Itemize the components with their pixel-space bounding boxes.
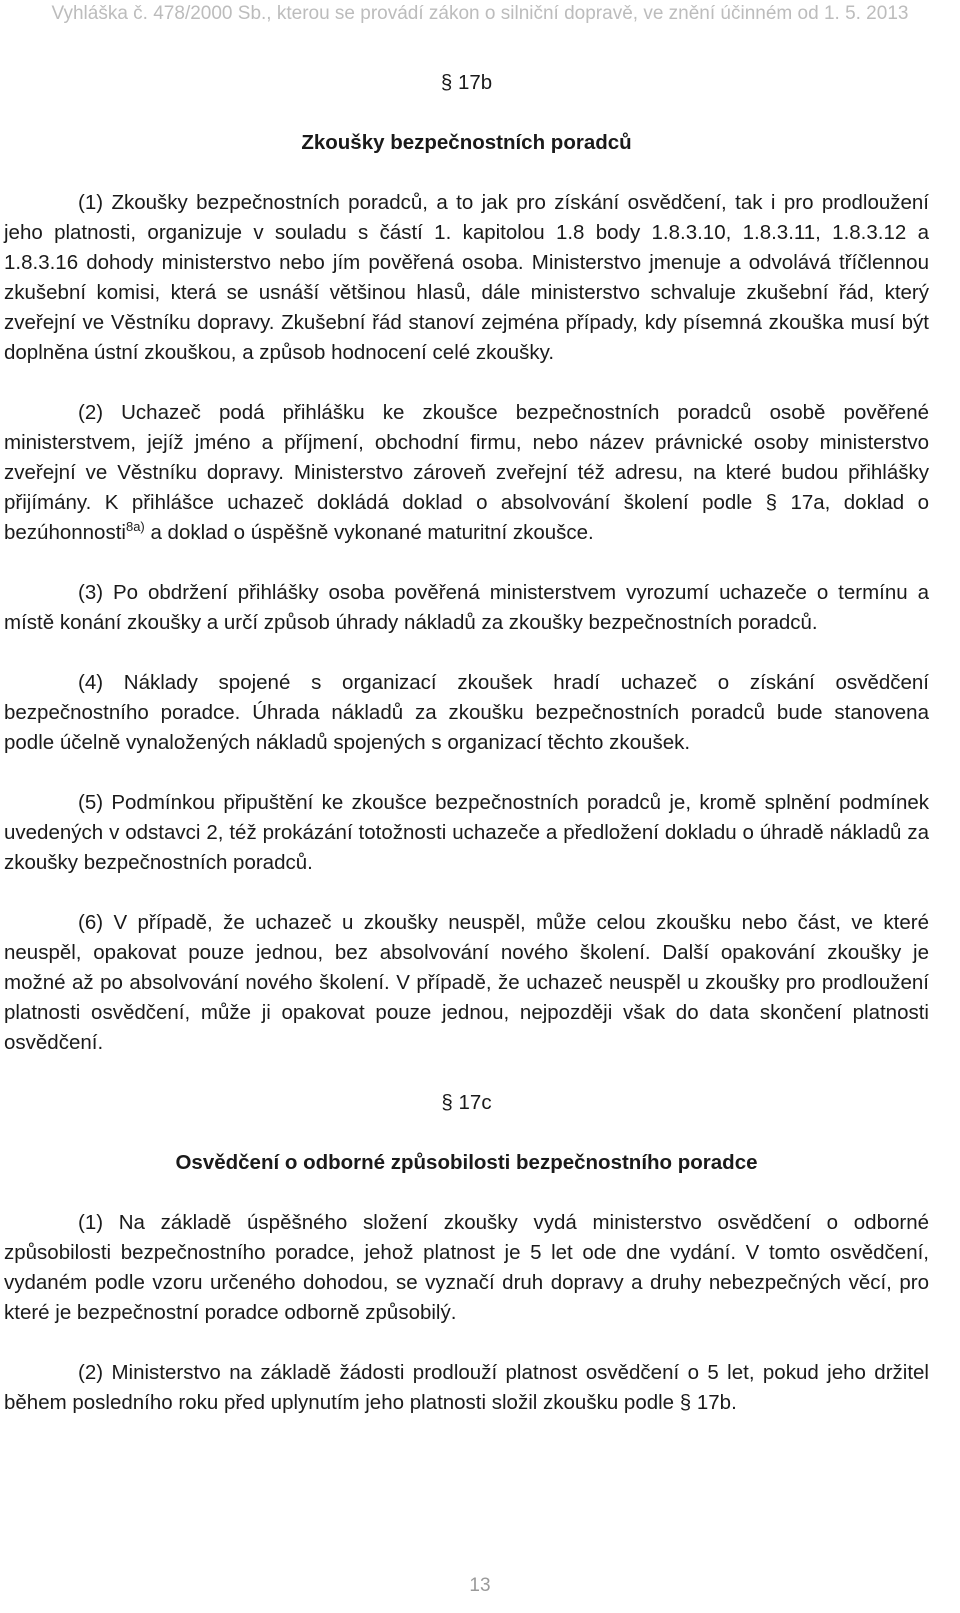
paragraph-2-text: (2) Uchazeč podá přihlášku ke zkoušce bezpečnostních poradců osobě pověřené ministerstvem, jejíž jméno a příjmení, obchodní firmu, nebo název právnické osoby ministerstvo zveřejní ve Věstníku dopravy. Ministerstvo zároveň zveřejní též adresu, na které budou přihlášky přijímány. K přihlášce uchazeč dokládá doklad o absolvování školení podle § 17a, doklad o bezúhonnosti xyxy=(4,401,929,544)
section-17b-title: Zkoušky bezpečnostních poradců xyxy=(301,131,632,154)
section-17c-sign: § 17c xyxy=(441,1091,492,1114)
document-body xyxy=(4,68,929,1418)
section-17b-paragraph-1: (1) Zkoušky bezpečnostních poradců, a to jak pro získání osvědčení, tak i pro prodloužení jeho platnosti, organizuje v souladu s částí 1. kapitolou 1.8 body 1.8.3.10, 1.8.3.11, 1.8.3.12 a 1.8.3.16 dohody ministerstvo nebo jím pověřená osoba. Ministerstvo jmenuje a odvolává tříčlennou zkušební komisi, která se usnáší většinou hlasů, dále ministerstvo schvaluje zkušební řád, který zveřejní ve Věstníku dopravy. Zkušební řád stanoví zejména případy, kdy písemná zkouška musí být doplněna ústní zkouškou, a způsob hodnocení celé zkoušky. xyxy=(4,191,929,364)
section-17c-title: Osvědčení o odborné způsobilosti bezpečnostního poradce xyxy=(175,1151,758,1174)
section-17b-paragraph-4: (4) Náklady spojené s organizací zkoušek hradí uchazeč o získání osvědčení bezpečnostního poradce. Úhrada nákladů za zkoušku bezpečnostních poradců bude stanovena podle účelně vynaložených nákladů spojených s organizací těchto zkoušek. xyxy=(4,671,929,754)
running-header: Vyhláška č. 478/2000 Sb., kterou se provádí zákon o silniční dopravě, ve znění účinném od 1. 5. 2013 xyxy=(51,3,909,24)
paragraph-2-text-end: a doklad o úspěšně vykonané maturitní zkoušce. xyxy=(144,521,594,544)
footnote-reference[interactable]: 8a) xyxy=(125,519,145,534)
page-number: 13 xyxy=(469,1575,491,1596)
section-17b-paragraph-5: (5) Podmínkou připuštění ke zkoušce bezpečnostních poradců je, kromě splnění podmínek uvedených v odstavci 2, též prokázání totožnosti uchazeče a předložení dokladu o úhradě nákladů za zkoušky bezpečnostních poradců. xyxy=(4,791,929,874)
section-17b-sign: § 17b xyxy=(440,71,493,94)
section-17b-paragraph-2 xyxy=(4,398,929,548)
section-17b-paragraph-6: (6) V případě, že uchazeč u zkoušky neuspěl, může celou zkoušku nebo část, ve které neuspěl, opakovat pouze jednou, bez absolvování nového školení. Další opakování zkoušky je možné až po absolvování nového školení. V případě, že uchazeč neuspěl u zkoušky pro prodloužení platnosti osvědčení, může ji opakovat pouze jednou, nejpozději však do data skončení platnosti osvědčení. xyxy=(4,911,929,1054)
section-17c-paragraph-2: (2) Ministerstvo na základě žádosti prodlouží platnost osvědčení o 5 let, pokud jeho držitel během posledního roku před uplynutím jeho platnosti složil zkoušku podle § 17b. xyxy=(4,1361,929,1414)
section-17b-paragraph-3: (3) Po obdržení přihlášky osoba pověřená ministerstvem vyrozumí uchazeče o termínu a místě konání zkoušky a určí způsob úhrady nákladů za zkoušky bezpečnostních poradců. xyxy=(4,581,929,634)
section-17c-paragraph-1: (1) Na základě úspěšného složení zkoušky vydá ministerstvo osvědčení o odborné způsobilosti bezpečnostního poradce, jehož platnost je 5 let ode dne vydání. V tomto osvědčení, vydaném podle vzoru určeného dohodou, se vyznačí druh dopravy a druhy nebezpečných věcí, pro které je bezpečnostní poradce odborně způsobilý. xyxy=(4,1211,929,1324)
